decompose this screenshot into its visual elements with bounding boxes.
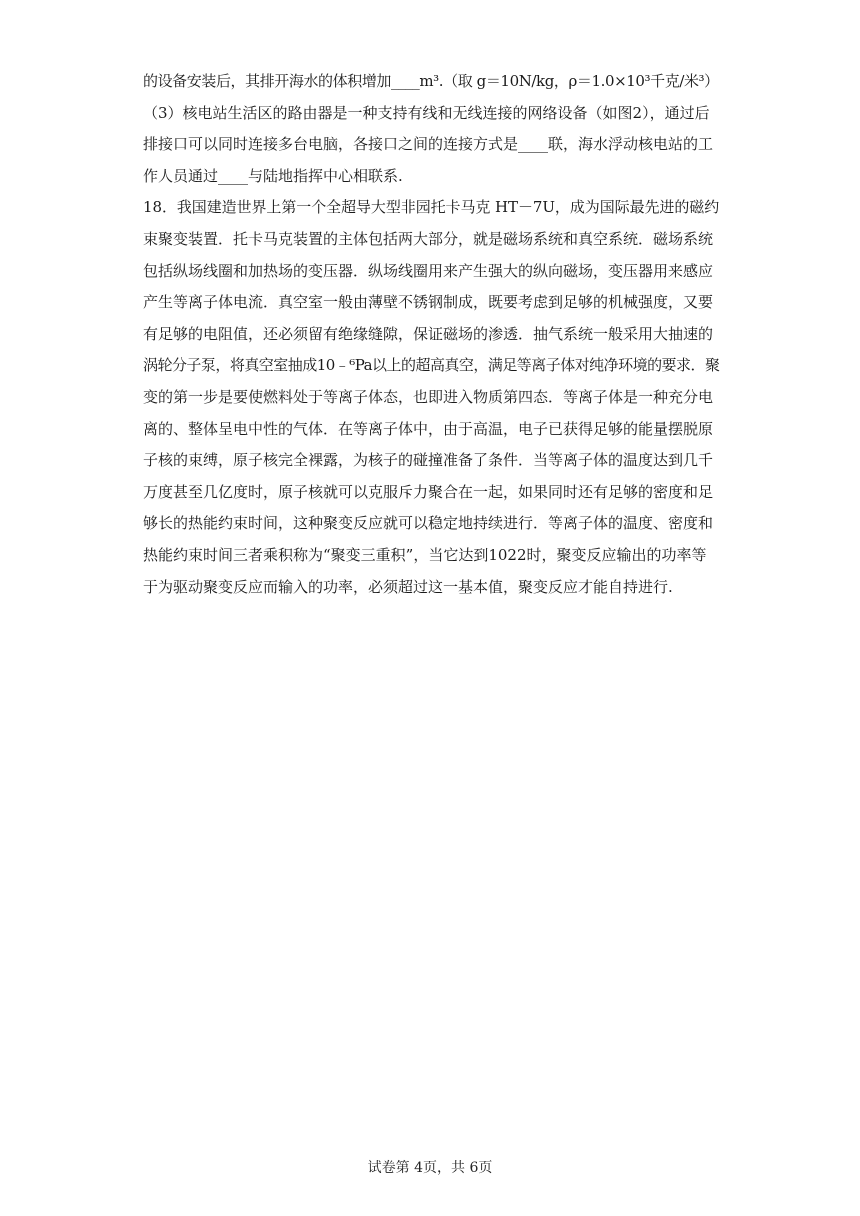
text-line: 热能约束时间三者乘积称为“聚变三重积”，当它达到1022时，聚变反应输出的功率等 [143,545,707,564]
question-17-continuation [143,66,719,192]
text-line: 排接口可以同时连接多台电脑，各接口之间的连接方式是____联，海水浮动核电站的工 [143,135,714,154]
text-line: 够长的热能约束时间，这种聚变反应就可以稳定地持续进行．等离子体的温度、密度和 [143,514,714,533]
text-line: 变的第一步是要使燃料处于等离子体态，也即进入物质第四态．等离子体是一种充分电 [143,387,714,406]
text-line: 包括纵场线圈和加热场的变压器．纵场线圈用来产生强大的纵向磁场，变压器用来感应 [143,261,714,280]
text-line: 的设备安装后，其排开海水的体积增加____m³.（取 g＝10N/kg，ρ＝1.0×10³千克/米³） [143,72,719,90]
text-line: 万度甚至几亿度时，原子核就可以克服斥力聚合在一起，如果同时还有足够的密度和足 [143,482,714,501]
text-line: 作人员通过____与陆地指挥中心相联系. [143,166,403,185]
text-line: 18．我国建造世界上第一个全超导大型非园托卡马克 HT－7U，成为国际最先进的磁约 [143,198,720,217]
text-line: 束聚变装置．托卡马克装置的主体包括两大部分，就是磁场系统和真空系统．磁场系统 [143,229,714,248]
text-line: 涡轮分子泵，将真空室抽成10﹣⁶Pa以上的超高真空，满足等离子体对纯净环境的要求．聚 [143,356,720,375]
page-content [143,66,719,603]
text-line: （3）核电站生活区的路由器是一种支持有线和无线连接的网络设备（如图2），通过后 [143,103,710,122]
text-line: 有足够的电阻值，还必须留有绝缘缝隙，保证磁场的渗透．抽气系统一般采用大抽速的 [143,324,714,343]
page-footer: 试卷第 4页，共 6页 [367,1160,493,1176]
text-line: 产生等离子体电流．真空室一般由薄壁不锈钢制成，既要考虑到足够的机械强度，又要 [143,293,714,312]
text-line: 离的、整体呈电中性的气体．在等离子体中，由于高温，电子已获得足够的能量摆脱原 [143,419,714,438]
question-18 [143,192,719,603]
text-line: 于为驱动聚变反应而输入的功率，必须超过这一基本值，聚变反应才能自持进行. [143,577,673,596]
text-line: 子核的束缚，原子核完全裸露，为核子的碰撞准备了条件．当等离子体的温度达到几千 [143,451,714,470]
